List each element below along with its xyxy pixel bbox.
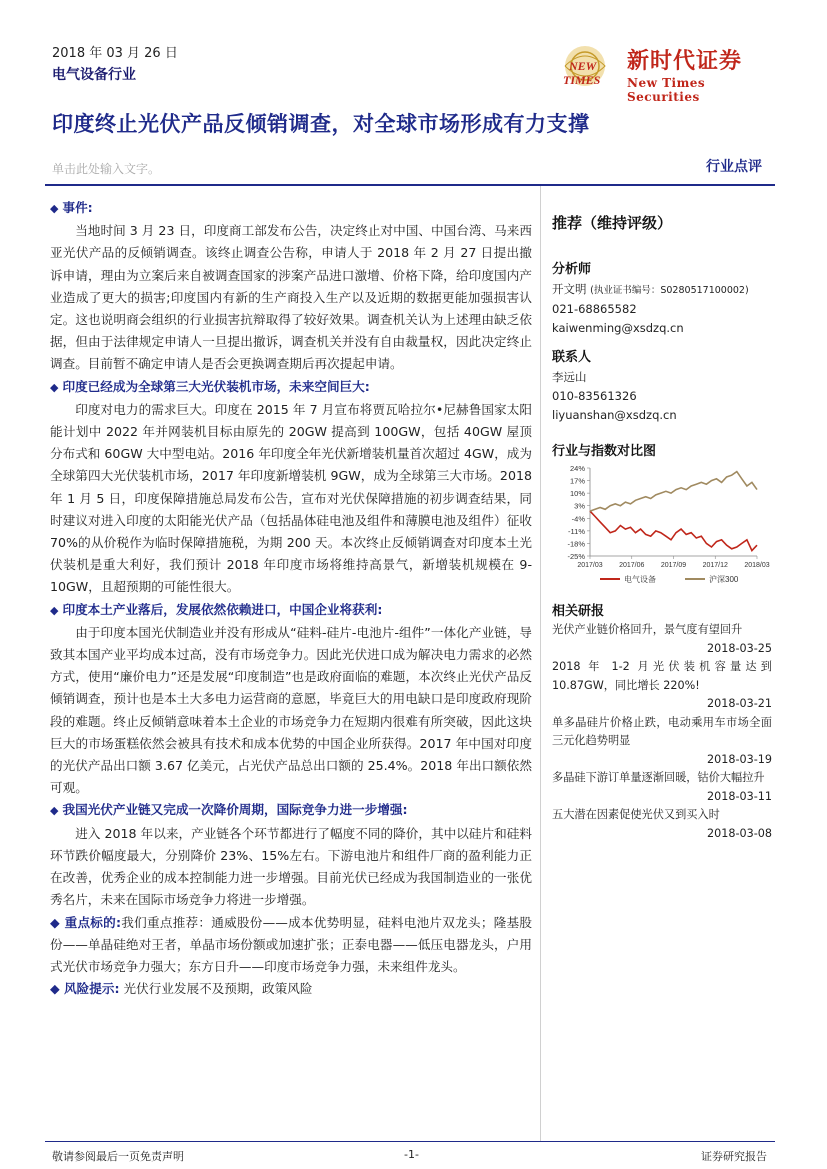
section-body-india-market: 印度对电力的需求巨大。印度在 2015 年 7 月宣布将贾瓦哈拉尔•尼赫鲁国家太阳能计划中 2022 年并网装机目标由原先的 20GW 提高到 100GW，包括 40GW 屋顶分布式和 60GW 大中型电站。2016 年印度全年光伏新增装机量首次超过 4GW，成为全球第四大光伏装机市场，2017 年印度新增装机 9GW，成为全球第三大市场。2018 年 1 月 5 日，印度保障措施总局发布公告，宣布对光伏保障措施的初步调查结果，同时建议对进入印度的太阳能光伏产品（包括晶体硅电池及组件和薄膜电池及组件）征收 70%的从价税作为临时保障措施税，为期 200 天。本次终止反倾销调查对印度本土光伏装机是重大利好，我们预计 2018 年印度市场将维持高景气，新增装机规模在 9-10GW，且超预期的可能性很大。 xyxy=(50,401,532,595)
rating: 推荐（维持评级） xyxy=(552,214,673,232)
analyst-name: 开文明 xyxy=(552,282,587,296)
related-report-title[interactable]: 多晶硅下游订单量逐渐回暖，钴价大幅拉升 xyxy=(552,771,765,784)
series-line-csi300 xyxy=(590,472,757,512)
footer-divider xyxy=(45,1141,775,1142)
related-heading: 相关研报 xyxy=(552,604,605,619)
main-content xyxy=(50,197,532,1000)
related-report-date: 2018-03-19 xyxy=(706,752,772,766)
analyst-heading: 分析师 xyxy=(552,262,592,277)
legend-label: 沪深300 xyxy=(709,575,739,584)
contact-heading: 联系人 xyxy=(552,350,592,365)
contact-email[interactable]: liyuanshan@xsdzq.cn xyxy=(552,408,677,422)
contact-name: 李远山 xyxy=(552,370,587,384)
logo-chinese-name: 新时代证券 xyxy=(627,48,743,74)
diamond-bullet-icon: ◆ xyxy=(50,380,59,394)
legend-label: 电气设备 xyxy=(624,575,656,584)
related-report-item[interactable] xyxy=(552,769,772,806)
page-number: -1- xyxy=(404,1148,419,1161)
logo-english-name: New Times Securities xyxy=(627,76,706,104)
related-report-item[interactable] xyxy=(552,658,772,714)
y-tick-label: -4% xyxy=(571,514,585,524)
related-report-item[interactable] xyxy=(552,714,772,770)
related-report-item[interactable] xyxy=(552,806,772,843)
x-tick-label: 2017/12 xyxy=(702,562,728,569)
logo-mark-icon xyxy=(553,42,623,94)
svg-text:TIMES: TIMES xyxy=(563,73,601,87)
analyst-block xyxy=(552,258,777,338)
comparison-chart xyxy=(552,460,777,590)
contact-phone: 010-83561326 xyxy=(552,389,637,403)
report-date: 2018 年 03 月 26 日 xyxy=(52,46,178,61)
series-line-electrical-equipment xyxy=(590,511,757,550)
y-tick-label: 10% xyxy=(569,489,585,499)
diamond-bullet-icon: ◆ xyxy=(50,914,65,930)
related-report-title[interactable]: 五大潜在因素促使光伏又到买入时 xyxy=(552,808,720,821)
report-type: 行业点评 xyxy=(706,159,762,175)
contact-block xyxy=(552,346,777,425)
x-tick-label: 2017/09 xyxy=(660,562,687,569)
related-report-item[interactable] xyxy=(552,621,772,658)
section-risk: ◆ 风险提示: 光伏行业发展不及预期，政策风险 xyxy=(50,981,313,997)
y-tick-label: 3% xyxy=(574,501,585,511)
section-body-event: 当地时间 3 月 23 日，印度商工部发布公告，决定终止对中国、中国台湾、马来西亚光伏产品的反倾销调查。该终止调查公告称，申请人于 2018 年 2 月 27 日提出撤诉申请，理由为立案后来自被调查国家的涉案产品进口激增、价格下降，给印度国内产业造成了更大的损害;印度国内有新的生产商投入生产以及近期的数据更能加强损害认定。这也说明商会组织的行业损害抗辩取得了较好效果。调查机关认为上述理由缺乏依据，但由于法律规定申请人一旦提出撤诉，调查机关并没有自由裁量权，因此决定终止调查。目前暂不确定申请人是否会更换调查期后再次提起申请。 xyxy=(50,223,532,372)
x-tick-label: 2017/03 xyxy=(577,562,603,569)
related-report-title[interactable]: 单多晶硅片价格止跌，电动乘用车市场全面三元化趋势明显 xyxy=(552,715,772,747)
related-report-date: 2018-03-21 xyxy=(706,697,772,710)
related-report-title[interactable]: 2018 年 1-2 月光伏装机容量达到 10.87GW，同比增长 220%! xyxy=(552,660,772,692)
header-divider xyxy=(45,184,775,186)
footer-report-type: 证券研究报告 xyxy=(701,1150,767,1163)
x-tick-label: 2017/06 xyxy=(619,562,645,569)
y-tick-label: 24% xyxy=(569,464,585,473)
footer-disclaimer[interactable]: 敬请参阅最后一页免责声明 xyxy=(52,1150,184,1163)
text-placeholder[interactable]: 单击此处输入文字。 xyxy=(52,162,161,176)
section-heading-event: ◆ 事件: xyxy=(50,200,93,215)
section-body-price-cycle: 进入 2018 年以来，产业链各个环节都进行了幅度不同的降价，其中以硅片和硅料环节跌价幅度最大，分别降价 23%、15%左右。下游电池片和组件厂商的盈利能力正在改善，优秀企业的成本控制能力进一步增强。目前光伏已经成为我国制造业的一张优秀名片，未来在国际市场竞争力将进一步增强。 xyxy=(50,825,532,908)
column-divider xyxy=(540,186,541,1141)
chart-heading: 行业与指数对比图 xyxy=(552,444,657,459)
related-reports-list xyxy=(552,621,772,843)
related-report-title[interactable]: 光伏产业链价格回升，景气度有望回升 xyxy=(552,623,743,636)
svg-text:NEW: NEW xyxy=(569,59,597,73)
chart-svg xyxy=(552,460,777,590)
related-report-date: 2018-03-11 xyxy=(706,789,772,803)
section-heading-price-cycle: ◆ 我国光伏产业链又完成一次降价周期，国际竞争力进一步增强: xyxy=(50,802,408,818)
diamond-bullet-icon: ◆ xyxy=(50,202,59,215)
related-report-date: 2018-03-08 xyxy=(706,826,772,840)
company-logo xyxy=(545,38,775,104)
related-report-date: 2018-03-25 xyxy=(706,641,772,655)
analyst-email[interactable]: kaiwenming@xsdzq.cn xyxy=(552,321,684,335)
section-heading-india-market: ◆ 印度已经成为全球第三大光伏装机市场，未来空间巨大: xyxy=(50,378,370,394)
analyst-phone: 021-68865582 xyxy=(552,302,637,316)
diamond-bullet-icon: ◆ xyxy=(50,981,65,997)
y-tick-label: -11% xyxy=(568,526,585,536)
y-tick-label: -18% xyxy=(567,539,585,549)
y-tick-label: -25% xyxy=(567,552,585,561)
diamond-bullet-icon: ◆ xyxy=(50,804,59,818)
y-tick-label: 17% xyxy=(569,476,585,486)
section-heading-india-industry: ◆ 印度本土产业落后，发展依然依赖进口，中国企业将获利: xyxy=(50,601,383,617)
report-title: 印度终止光伏产品反倾销调查，对全球市场形成有力支撑 xyxy=(52,112,590,136)
industry-name: 电气设备行业 xyxy=(52,67,136,83)
section-body-india-industry: 由于印度本国光伏制造业并没有形成从“硅料-硅片-电池片-组件”一体化产业链，导致其本国产业平均成本过高，没有市场竞争力。因此光伏进口成为解决电力需求的必然方式，使用“廉价电力”还是发展“印度制造”也是政府面临的难题，本次终止光伏产品反倾销调查，预计也是本土大多电力运营商的意愿，毕竟巨大的用电缺口是印度政府现阶段的难题。终止反倾销意味着本土企业的市场竞争力在短期内很难有所突破，因此这块巨大的市场蛋糕依然会被具有技术和成本优势的中国企业所获得。2017 年中国对印度的光伏产品出口额 3.67 亿美元，占光伏产品总出口额的 25.4%。2018 年出口额依然可观。 xyxy=(50,624,532,796)
diamond-bullet-icon: ◆ xyxy=(50,603,59,617)
analyst-cert: (执业证书编号：S0280517100002) xyxy=(590,285,749,296)
section-key-targets: ◆ 重点标的:我们重点推荐：通威股份——成本优势明显，硅料电池片双龙头；隆基股份——单晶硅绝对王者，单晶市场份额或加速扩张；正泰电器——低压电器龙头，户用式光伏市场竞争力强大；东方日升——印度市场竞争力强，未来组件龙头。 xyxy=(50,914,533,974)
x-tick-label: 2018/03 xyxy=(744,562,770,569)
